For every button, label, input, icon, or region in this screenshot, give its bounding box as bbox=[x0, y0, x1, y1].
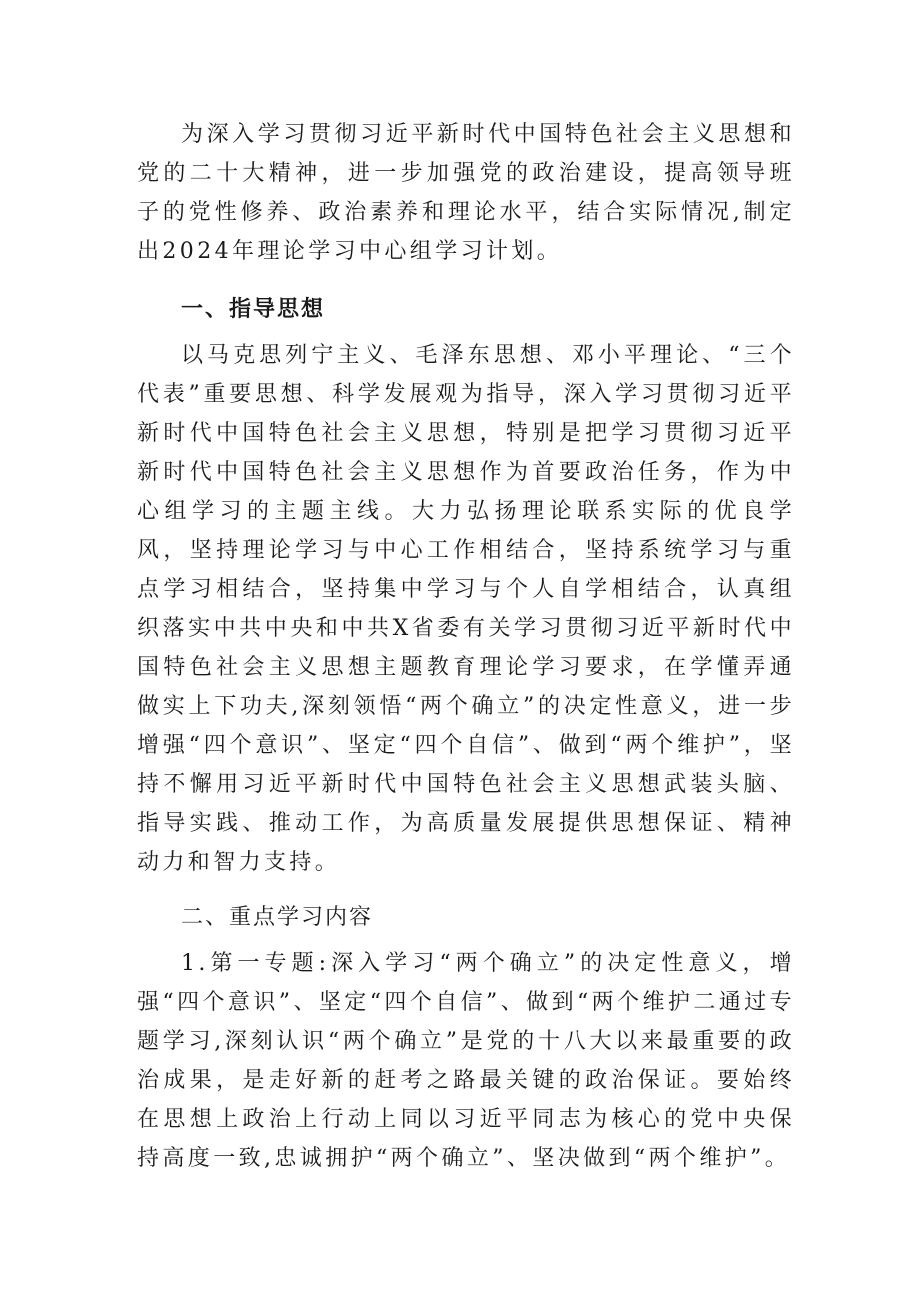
item1-block bbox=[137, 944, 795, 1178]
section2-heading-block bbox=[137, 898, 795, 937]
section2-heading: 二、重点学习内容 bbox=[181, 905, 374, 930]
section1-heading-block bbox=[137, 290, 795, 329]
item1-paragraph: 1.第一专题:深入学习“两个确立”的决定性意义，增强“四个意识”、坚定“四个自信”、做到“两个维护二通过专题学习,深刻认识“两个确立”是党的十八大以来最重要的政治成果，是走好新的赶考之路最关键的政治保证。要始终在思想上政治上行动上同以习近平同志为核心的党中央保持高度一致,忠诚拥护“两个确立”、坚决做到“两个维护”。 bbox=[137, 951, 795, 1171]
section1-body-block bbox=[137, 336, 795, 882]
section1-heading: 一、指导思想 bbox=[181, 297, 326, 322]
intro-block bbox=[137, 115, 795, 271]
intro-paragraph: 为深入学习贯彻习近平新时代中国特色社会主义思想和党的二十大精神，进一步加强党的政治建设，提高领导班子的党性修养、政治素养和理论水平，结合实际情况,制定出2024年理论学习中心组学习计划。 bbox=[137, 122, 795, 264]
section1-paragraph: 以马克思列宁主义、毛泽东思想、邓小平理论、“三个代表”重要思想、科学发展观为指导，深入学习贯彻习近平新时代中国特色社会主义思想，特别是把学习贯彻习近平新时代中国特色社会主义思想作为首要政治任务，作为中心组学习的主题主线。大力弘扬理论联系实际的优良学风，坚持理论学习与中心工作相结合，坚持系统学习与重点学习相结合，坚持集中学习与个人自学相结合，认真组织落实中共中央和中共X省委有关学习贯彻习近平新时代中国特色社会主义思想主题教育理论学习要求，在学懂弄通做实上下功夫,深刻领悟“两个确立”的决定性意义，进一步增强“四个意识”、坚定“四个自信”、做到“两个维护”，坚持不懈用习近平新时代中国特色社会主义思想武装头脑、指导实践、推动工作，为高质量发展提供思想保证、精神动力和智力支持。 bbox=[137, 343, 795, 875]
